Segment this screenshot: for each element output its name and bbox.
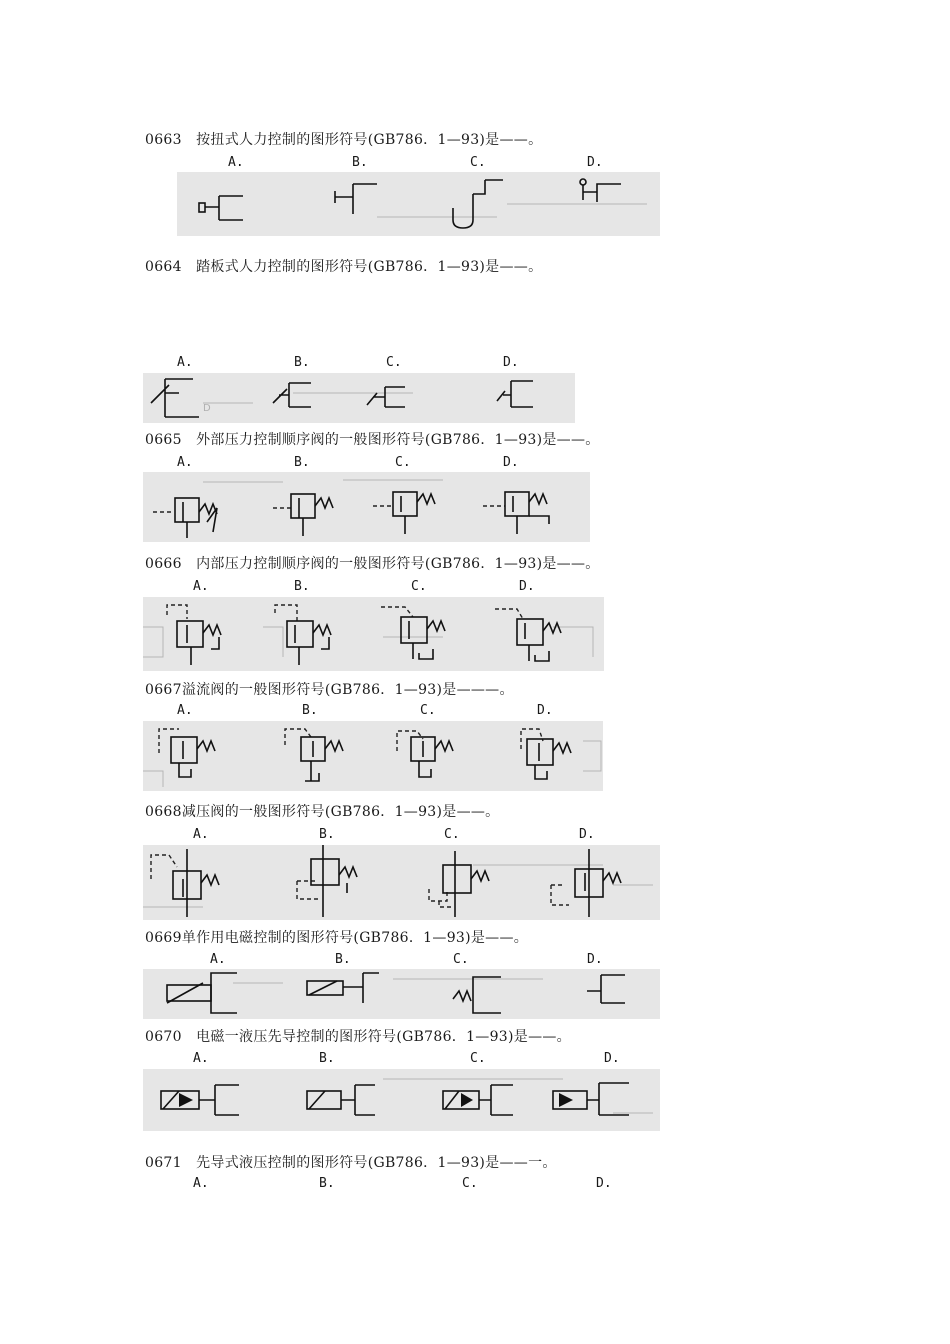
- reducing-valve-symbol-d: [551, 849, 621, 917]
- reducing-valve-symbol-c: [429, 851, 489, 917]
- sequence-valve-symbol-d: [483, 492, 549, 534]
- solenoid-symbol-b: [307, 973, 379, 1003]
- option-a: A.: [193, 1176, 209, 1191]
- solenoid-pilot-symbol-c: [443, 1085, 513, 1115]
- option-d: D.: [587, 952, 603, 967]
- option-b: B.: [352, 155, 368, 170]
- symbol-image-0663: [177, 172, 660, 236]
- solenoid-pilot-symbol-b: [307, 1085, 375, 1115]
- pedal-symbol-a: [151, 379, 199, 417]
- reducing-valve-symbol-b: [297, 845, 357, 917]
- symbol-image-0669: [143, 969, 660, 1019]
- symbol-image-0665: [143, 472, 590, 542]
- option-b: B.: [294, 579, 310, 594]
- option-a: A.: [228, 155, 244, 170]
- option-d: D.: [596, 1176, 612, 1191]
- question-0667: 0667溢流阀的一般图形符号(GB786．1—93)是———。: [145, 682, 514, 698]
- sequence-valve-symbol-c: [373, 492, 435, 534]
- pedal-symbol-c: [367, 387, 405, 407]
- option-d: D.: [579, 827, 595, 842]
- option-d: D.: [604, 1051, 620, 1066]
- option-a: A.: [193, 827, 209, 842]
- relief-valve-symbol-c: [397, 731, 453, 777]
- option-a: A.: [177, 703, 193, 718]
- option-d: D.: [503, 355, 519, 370]
- solenoid-symbol-c: [453, 977, 501, 1013]
- sequence-valve-symbol-a: [153, 498, 217, 538]
- option-b: B.: [319, 1176, 335, 1191]
- question-0665: 0665 外部压力控制顺序阀的一般图形符号(GB786．1—93)是——。: [145, 432, 600, 448]
- question-0671: 0671 先导式液压控制的图形符号(GB786．1—93)是——一。: [145, 1155, 557, 1171]
- symbol-image-0664: [143, 373, 575, 423]
- solenoid-symbol-a: [167, 973, 237, 1013]
- option-d: D.: [519, 579, 535, 594]
- option-b: B.: [294, 355, 310, 370]
- pedal-symbol-d: [497, 381, 533, 407]
- symbol-image-0670: [143, 1069, 660, 1131]
- option-b: B.: [335, 952, 351, 967]
- option-c: C.: [420, 703, 436, 718]
- question-0664: 0664 踏板式人力控制的图形符号(GB786．1—93)是——。: [145, 259, 543, 275]
- push-button-symbol-d: [580, 179, 621, 202]
- symbol-image-0666: [143, 597, 604, 671]
- option-c: C.: [386, 355, 402, 370]
- question-0666: 0666 内部压力控制顺序阀的一般图形符号(GB786．1—93)是——。: [145, 556, 600, 572]
- relief-valve-symbol-a: [159, 729, 215, 777]
- svg-text:D: D: [203, 403, 211, 414]
- option-d: D.: [537, 703, 553, 718]
- question-0669: 0669单作用电磁控制的图形符号(GB786．1—93)是——。: [145, 930, 529, 946]
- option-b: B.: [294, 455, 310, 470]
- symbol-image-0667: [143, 721, 603, 791]
- question-0668: 0668减压阀的一般图形符号(GB786．1—93)是——。: [145, 804, 500, 820]
- push-button-symbol-c: [453, 180, 503, 228]
- sequence-valve-symbol-b: [273, 494, 333, 536]
- option-a: A.: [193, 579, 209, 594]
- relief-valve-symbol-d: [521, 729, 571, 779]
- solenoid-pilot-symbol-d: [553, 1083, 629, 1115]
- option-b: B.: [319, 1051, 335, 1066]
- option-c: C.: [470, 1051, 486, 1066]
- option-c: C.: [453, 952, 469, 967]
- option-c: C.: [444, 827, 460, 842]
- question-0670: 0670 电磁一液压先导控制的图形符号(GB786．1—93)是——。: [145, 1029, 571, 1045]
- sequence-valve-symbol-d: [495, 609, 561, 661]
- solenoid-symbol-d: [587, 975, 625, 1003]
- option-c: C.: [462, 1176, 478, 1191]
- question-0663: 0663 按扭式人力控制的图形符号(GB786．1—93)是——。: [145, 132, 543, 148]
- solenoid-pilot-symbol-a: [161, 1085, 239, 1115]
- sequence-valve-symbol-c: [381, 607, 445, 659]
- option-b: B.: [319, 827, 335, 842]
- option-d: D.: [503, 455, 519, 470]
- push-button-symbol-a: [199, 196, 243, 220]
- option-a: A.: [177, 455, 193, 470]
- option-c: C.: [411, 579, 427, 594]
- push-button-symbol-b: [335, 184, 377, 214]
- option-b: B.: [302, 703, 318, 718]
- option-d: D.: [587, 155, 603, 170]
- option-c: C.: [470, 155, 486, 170]
- sequence-valve-symbol-a: [167, 605, 221, 665]
- symbol-image-0668: [143, 845, 660, 920]
- option-c: C.: [395, 455, 411, 470]
- pedal-symbol-b: [273, 383, 311, 407]
- relief-valve-symbol-b: [285, 729, 343, 781]
- option-a: A.: [210, 952, 226, 967]
- option-a: A.: [193, 1051, 209, 1066]
- option-a: A.: [177, 355, 193, 370]
